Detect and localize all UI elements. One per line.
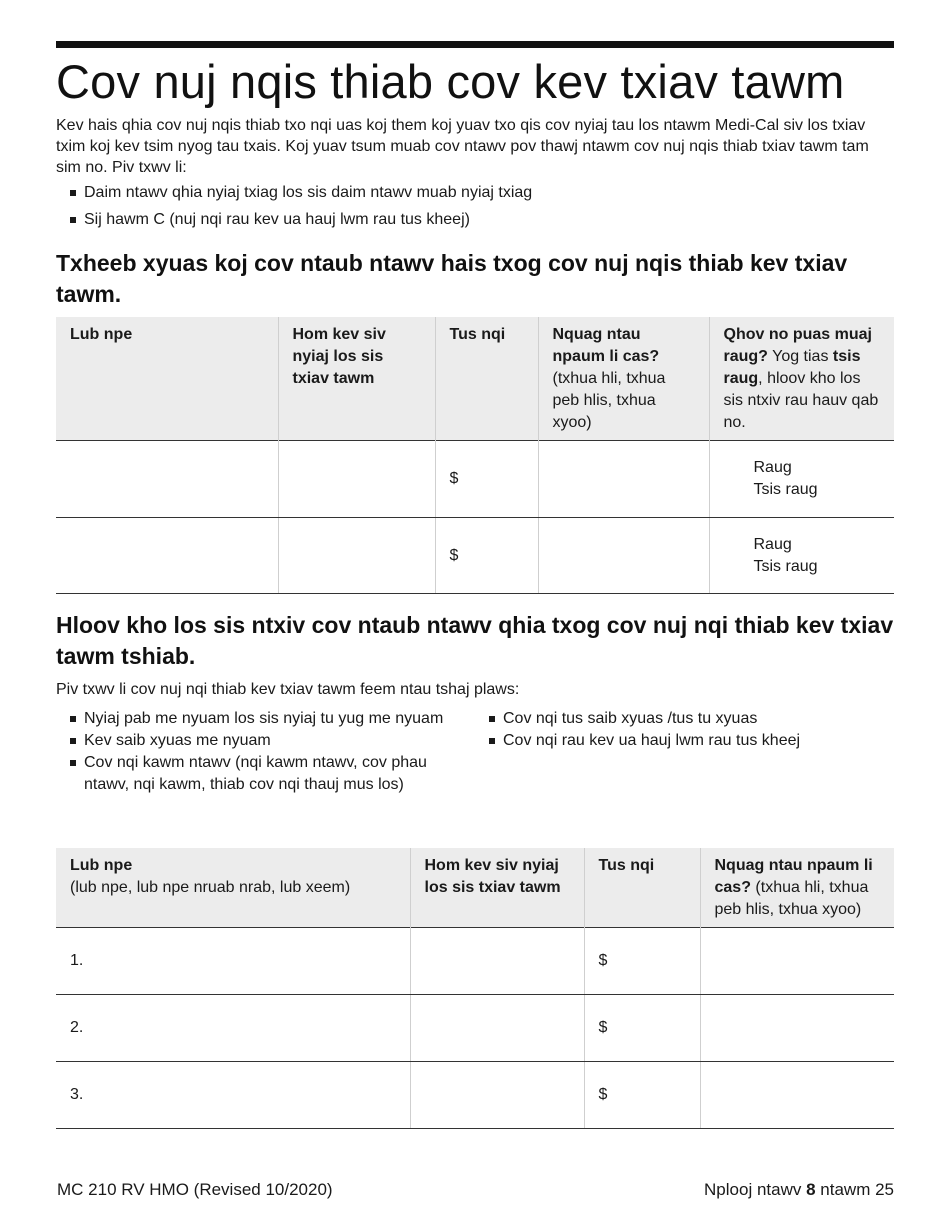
amount-cell[interactable]: $ [584,995,700,1062]
name-cell[interactable]: 3. [56,1062,410,1129]
table-row [56,518,894,594]
list-item: Cov nqi tus saib xyuas /tus tu xyuas [489,708,889,730]
reason-cell[interactable] [410,995,584,1062]
table-row [56,928,894,995]
frequency-cell[interactable] [538,518,709,594]
name-cell[interactable]: 1. [56,928,410,995]
list-item: Daim ntawv qhia nyiaj txiag los sis daim ntawv muab nyiaj txiag [70,182,532,204]
new-expenses-table [56,848,894,1129]
intro-bullet-list [70,182,532,231]
table-row [56,441,894,518]
reason-cell[interactable] [278,518,435,594]
col-header-name: Lub npe [56,317,278,441]
name-cell[interactable]: 2. [56,995,410,1062]
col-header-reason: Hom kev siv nyiaj los sis txiav tawm [278,317,435,441]
page-number: Nplooj ntawv 8 ntawm 25 [704,1180,894,1199]
page-title: Cov nuj nqis thiab cov kev txiav tawm [56,55,845,108]
list-item: Cov nqi rau kev ua hauj lwm rau tus kheej [489,730,889,752]
col-header-amount: Tus nqi [584,848,700,928]
section1-heading: Txheeb xyuas koj cov ntaub ntawv hais txog cov nuj nqis thiab kev txiav tawm. [56,250,848,307]
col-header-name: Lub npe (lub npe, lub npe nruab nrab, lub xeem) [56,848,410,928]
amount-cell[interactable]: $ [584,928,700,995]
top-rule [56,41,894,48]
option-raug[interactable]: Raug [753,459,792,476]
correct-cell[interactable] [709,441,894,518]
reason-cell[interactable] [410,1062,584,1129]
col-header-frequency: Nquag ntau npaum li cas? (txhua hli, txhua peb hlis, txhua xyoo) [538,317,709,441]
table-row [56,995,894,1062]
frequency-cell[interactable] [700,995,894,1062]
name-cell[interactable] [56,518,278,594]
option-tsis-raug[interactable]: Tsis raug [753,481,818,498]
list-item: Sij hawm C (nuj nqi rau kev ua hauj lwm rau tus kheej) [70,209,532,231]
examples-right-list [489,708,889,752]
form-id: MC 210 RV HMO (Revised 10/2020) [57,1180,333,1199]
frequency-cell[interactable] [538,441,709,518]
intro-paragraph: Kev hais qhia cov nuj nqis thiab txo nqi uas koj them koj yuav txo qis cov nyiaj tau los ntawm Medi-Cal siv los txiav txim koj kev tsim nyog tau txais. Koj yuav tsum muab cov ntawv pov thawj ntawm cov nuj nqis thiab txiav tawm tam sim no. Piv txwv li: [56,117,869,176]
frequency-cell[interactable] [700,928,894,995]
correct-cell[interactable] [709,518,894,594]
name-cell[interactable] [56,441,278,518]
col-header-frequency: Nquag ntau npaum li cas? (txhua hli, txhua peb hlis, txhua xyoo) [700,848,894,928]
frequency-cell[interactable] [700,1062,894,1129]
table-row [56,1062,894,1129]
col-header-correct: Qhov no puas muaj raug? Yog tias tsis raug, hloov kho los sis ntxiv rau hauv qab no. [709,317,894,441]
col-header-reason: Hom kev siv nyiaj los sis txiav tawm [410,848,584,928]
section2-intro: Piv txwv li cov nuj nqi thiab kev txiav tawm feem ntau tshaj plaws: [56,681,520,698]
section2-heading: Hloov kho los sis ntxiv cov ntaub ntawv qhia txog cov nuj nqi thiab kev txiav tawm tshiab. [56,612,894,669]
amount-cell[interactable]: $ [435,518,538,594]
amount-cell[interactable]: $ [584,1062,700,1129]
examples-left-list [70,708,450,796]
list-item: Kev saib xyuas me nyuam [70,730,450,752]
col-header-amount: Tus nqi [435,317,538,441]
document-page [56,0,894,1230]
option-tsis-raug[interactable]: Tsis raug [753,557,818,575]
reason-cell[interactable] [278,441,435,518]
amount-cell[interactable]: $ [435,441,538,518]
list-item: Nyiaj pab me nyuam los sis nyiaj tu yug me nyuam [70,708,450,730]
reason-cell[interactable] [410,928,584,995]
list-item: Cov nqi kawm ntawv (nqi kawm ntawv, cov phau ntawv, nqi kawm, thiab cov nqi thauj mus los) [70,752,450,796]
current-expenses-table [56,317,894,594]
option-raug[interactable]: Raug [753,535,792,553]
